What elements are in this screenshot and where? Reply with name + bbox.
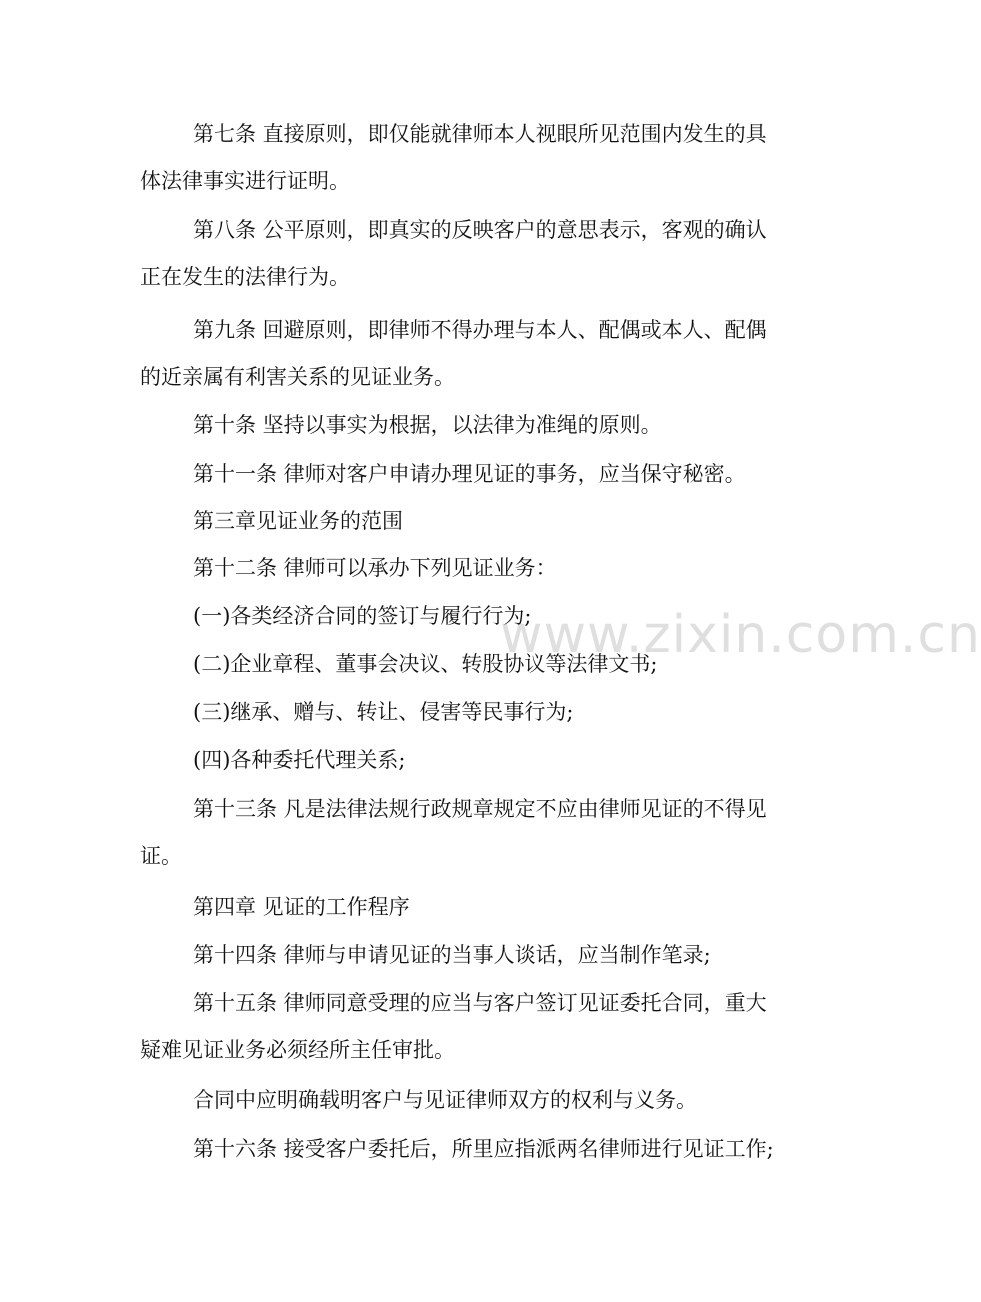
text-line: 正在发生的法律行为。 xyxy=(140,265,350,289)
text-line: 第十条 坚持以事实为根据，以法律为准绳的原则。 xyxy=(193,413,662,437)
text-line: 第九条 回避原则，即律师不得办理与本人、配偶或本人、配偶 xyxy=(193,318,767,342)
text-line: 疑难见证业务必须经所主任审批。 xyxy=(140,1038,455,1062)
text-line: 第十二条 律师可以承办下列见证业务： xyxy=(193,556,557,580)
text-line: 体法律事实进行证明。 xyxy=(140,169,350,193)
article-8 xyxy=(140,207,790,301)
article-9 xyxy=(140,307,790,401)
text-line: (二)企业章程、董事会决议、转股协议等法律文书; xyxy=(193,652,658,676)
text-line: 第十三条 凡是法律法规行政规章规定不应由律师见证的不得见 xyxy=(193,797,767,821)
text-line: 第十五条 律师同意受理的应当与客户签订见证委托合同，重大 xyxy=(193,991,767,1015)
article-13 xyxy=(140,786,790,880)
text-line: (四)各种委托代理关系; xyxy=(193,748,406,772)
list-item-2 xyxy=(140,641,790,688)
text-line: 第八条 公平原则，即真实的反映客户的意思表示，客观的确认 xyxy=(193,218,767,242)
article-10 xyxy=(140,402,790,449)
text-line: (三)继承、赠与、转让、侵害等民事行为; xyxy=(193,700,574,724)
text-line: 第四章 见证的工作程序 xyxy=(193,895,410,919)
list-item-1 xyxy=(140,593,790,640)
article-11 xyxy=(140,451,790,498)
text-line: (一)各类经济合同的签订与履行行为; xyxy=(193,604,532,628)
text-line: 的近亲属有利害关系的见证业务。 xyxy=(140,365,455,389)
text-line: 第十一条 律师对客户申请办理见证的事务，应当保守秘密。 xyxy=(193,462,746,486)
article-7 xyxy=(140,111,790,205)
list-item-4 xyxy=(140,737,790,784)
watermark: www.zixin.com.cn xyxy=(500,605,981,665)
article-15 xyxy=(140,980,790,1074)
contract-clause xyxy=(140,1077,790,1124)
text-line: 合同中应明确载明客户与见证律师双方的权利与义务。 xyxy=(193,1088,697,1112)
chapter-3-heading xyxy=(140,498,790,545)
text-line: 证。 xyxy=(140,844,182,868)
article-16 xyxy=(140,1126,790,1173)
chapter-4-heading xyxy=(140,884,790,931)
text-line: 第三章见证业务的范围 xyxy=(193,509,403,533)
list-item-3 xyxy=(140,689,790,736)
text-line: 第七条 直接原则，即仅能就律师本人视眼所见范围内发生的具 xyxy=(193,122,767,146)
text-line: 第十六条 接受客户委托后，所里应指派两名律师进行见证工作; xyxy=(193,1137,774,1161)
article-14 xyxy=(140,932,790,979)
article-12 xyxy=(140,545,790,592)
text-line: 第十四条 律师与申请见证的当事人谈话，应当制作笔录; xyxy=(193,943,711,967)
